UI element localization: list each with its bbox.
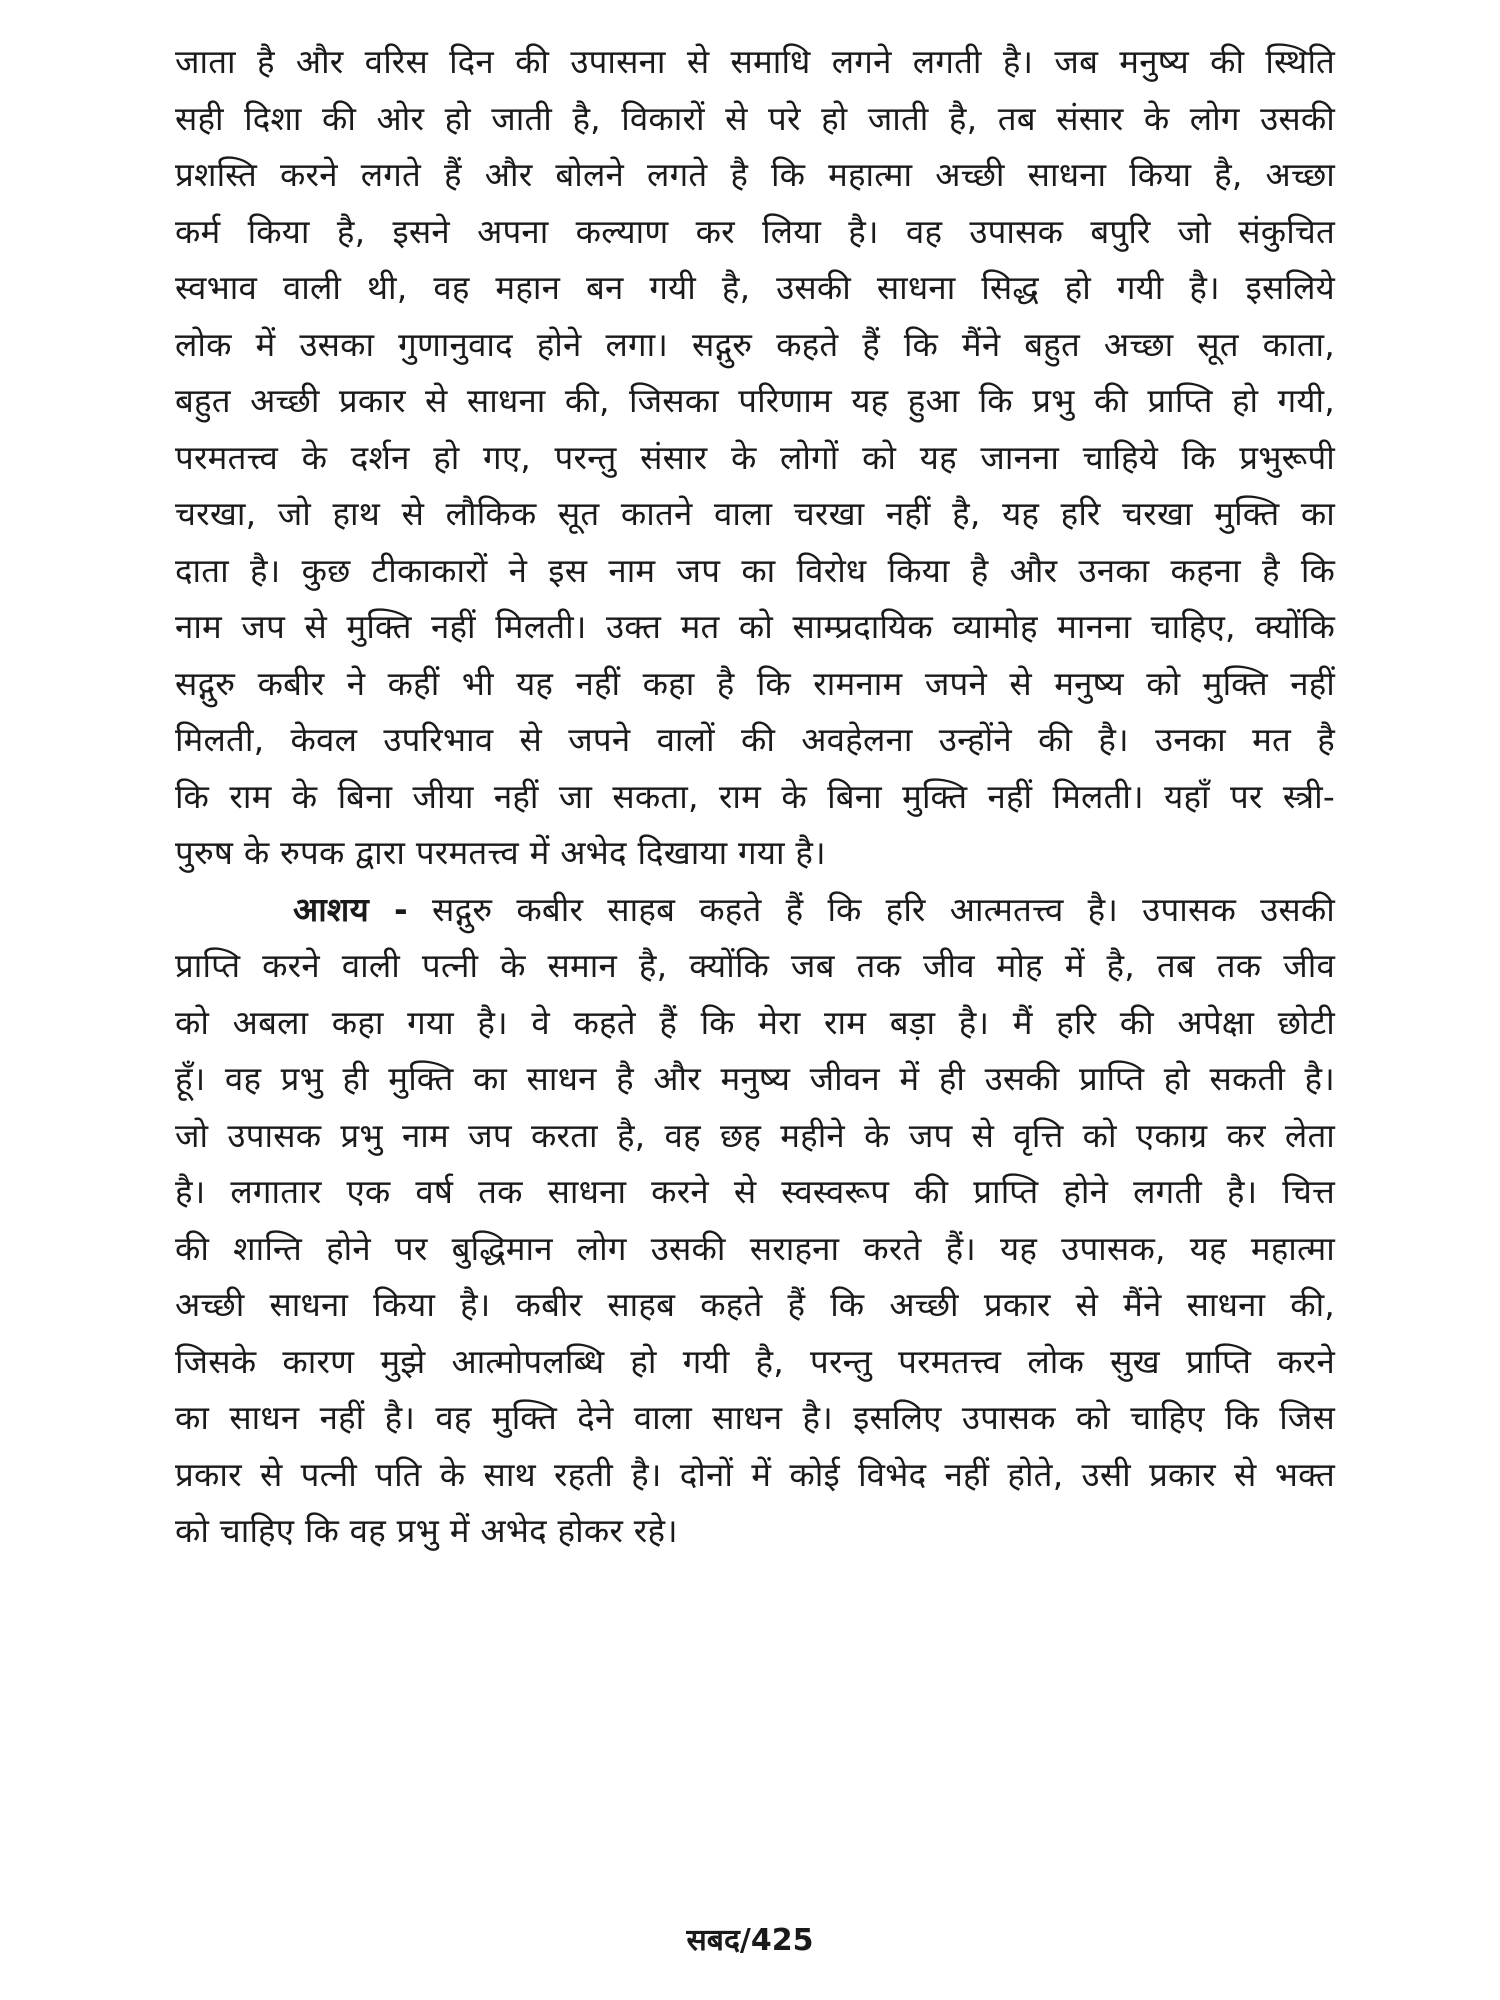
- text-line: की शान्ति होने पर बुद्धिमान लोग उसकी सराहना करते हैं। यह उपासक, यह महात्मा: [175, 1228, 1335, 1268]
- lead-line-text: सद्गुरु कबीर साहब कहते हैं कि हरि आत्मतत्त्व है। उपासक उसकी: [407, 889, 1336, 929]
- text-line: सही दिशा की ओर हो जाती है, विकारों से परे हो जाती है, तब संसार के लोग उसकी: [175, 98, 1335, 138]
- body-text: [175, 34, 1335, 1560]
- text-line: कि राम के बिना जीया नहीं जा सकता, राम के बिना मुक्ति नहीं मिलती। यहाँ पर स्त्री-: [175, 776, 1335, 816]
- text-line: है। लगातार एक वर्ष तक साधना करने से स्वस्वरूप की प्राप्ति होने लगती है। चित्त: [175, 1172, 1335, 1211]
- text-line: जाता है और वरिस दिन की उपासना से समाधि लगने लगती है। जब मनुष्य की स्थिति: [175, 42, 1335, 81]
- text-line: का साधन नहीं है। वह मुक्ति देने वाला साधन है। इसलिए उपासक को चाहिए कि जिस: [175, 1398, 1335, 1437]
- page-number: सबद/425: [686, 1923, 814, 1958]
- text-line: जिसके कारण मुझे आत्मोपलब्धि हो गयी है, परन्तु परमतत्त्व लोक सुख प्राप्ति करने: [175, 1341, 1335, 1381]
- text-line: परमतत्त्व के दर्शन हो गए, परन्तु संसार के लोगों को यह जानना चाहिये कि प्रभुरूपी: [175, 437, 1335, 477]
- text-line: प्राप्ति करने वाली पत्नी के समान है, क्योंकि जब तक जीव मोह में है, तब तक जीव: [175, 946, 1335, 985]
- text-line: चरखा, जो हाथ से लौकिक सूत कातने वाला चरखा नहीं है, यह हरि चरखा मुक्ति का: [175, 494, 1335, 533]
- text-line: लोक में उसका गुणानुवाद होने लगा। सद्गुरु कहते हैं कि मैंने बहुत अच्छा सूत काता,: [175, 324, 1335, 364]
- paragraph-2: [175, 882, 1335, 1560]
- text-line: अच्छी साधना किया है। कबीर साहब कहते हैं कि अच्छी प्रकार से मैंने साधना की,: [175, 1285, 1335, 1324]
- text-line: पुरुष के रुपक द्वारा परमतत्त्व में अभेद दिखाया गया है।: [175, 833, 826, 872]
- text-line: मिलती, केवल उपरिभाव से जपने वालों की अवहेलना उन्होंने की है। उनका मत है: [175, 720, 1335, 759]
- text-line: कर्म किया है, इसने अपना कल्याण कर लिया है। वह उपासक बपुरि जो संकुचित: [175, 211, 1335, 251]
- text-line: स्वभाव वाली थी, वह महान बन गयी है, उसकी साधना सिद्ध हो गयी है। इसलिये: [175, 268, 1335, 307]
- text-line: नाम जप से मुक्ति नहीं मिलती। उक्त मत को साम्प्रदायिक व्यामोह मानना चाहिए, क्योंकि: [175, 607, 1335, 646]
- text-line: प्रशस्ति करने लगते हैं और बोलने लगते है कि महात्मा अच्छी साधना किया है, अच्छा: [175, 155, 1335, 194]
- section-heading-ashay: आशय -: [293, 889, 408, 929]
- text-line: को चाहिए कि वह प्रभु में अभेद होकर रहे।: [175, 1511, 678, 1550]
- text-line: प्रकार से पत्नी पति के साथ रहती है। दोनों में कोई विभेद नहीं होते, उसी प्रकार से भक्त: [175, 1454, 1335, 1494]
- text-line: बहुत अच्छी प्रकार से साधना की, जिसका परिणाम यह हुआ कि प्रभु की प्राप्ति हो गयी,: [175, 381, 1335, 420]
- text-line: जो उपासक प्रभु नाम जप करता है, वह छह महीने के जप से वृत्ति को एकाग्र कर लेता: [175, 1115, 1335, 1155]
- text-line: हूँ। वह प्रभु ही मुक्ति का साधन है और मनुष्य जीवन में ही उसकी प्राप्ति हो सकती है।: [175, 1059, 1335, 1098]
- paragraph-1: [175, 34, 1335, 882]
- text-line-lead: [175, 882, 1335, 939]
- text-line: दाता है। कुछ टीकाकारों ने इस नाम जप का विरोध किया है और उनका कहना है कि: [175, 550, 1335, 590]
- text-line: सद्गुरु कबीर ने कहीं भी यह नहीं कहा है कि रामनाम जपने से मनुष्य को मुक्ति नहीं: [175, 663, 1335, 703]
- text-line: को अबला कहा गया है। वे कहते हैं कि मेरा राम बड़ा है। मैं हरि की अपेक्षा छोटी: [175, 1002, 1335, 1042]
